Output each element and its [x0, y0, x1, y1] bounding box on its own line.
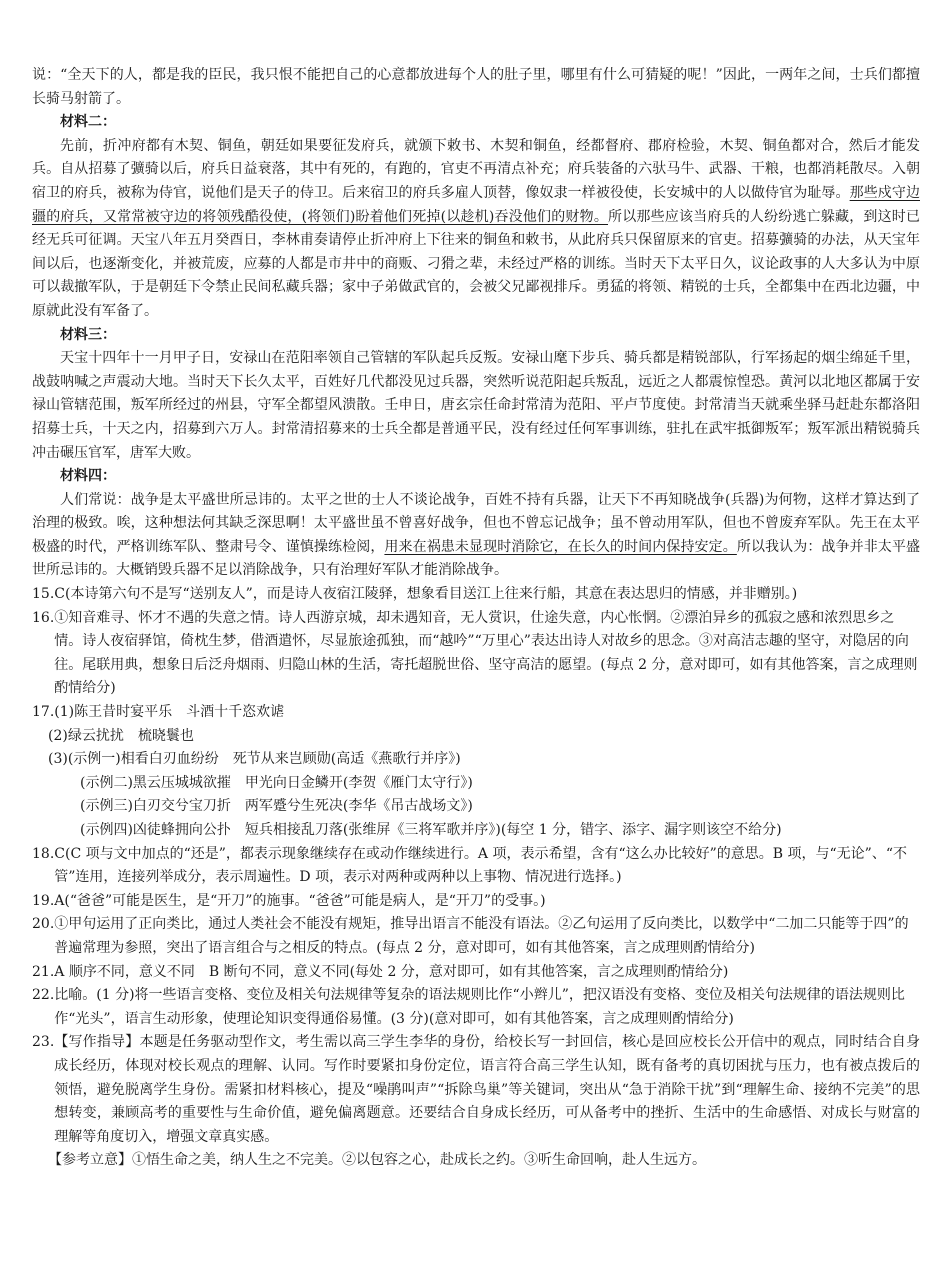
material2-paragraph [32, 135, 920, 324]
answer-number: 18. [32, 845, 55, 862]
material2-text-b: 所以那些应该当府兵的人纷纷逃亡躲藏，到这时已经无兵可征调。天宝八年五月癸酉日，李林甫奏请停止折冲府上下往来的铜鱼和敕书，从此府兵只保留原来的官吏。招募彍骑的办法，从天宝年间以后，也逐渐变化，并被荒废，应募的人都是市井中的商贩、刁猾之辈，未经过严格的训练。当时天下太平日久，议论政事的人大多认为中原可以裁撤军队，于是朝廷下令禁止民间私藏兵器；家中子弟做武官的，会被父兄鄙视排斥。勇猛的将领、精锐的士兵，全都集中在西北边疆，中原就此没有军备了。 [32, 208, 920, 319]
material4-text-a: 人们常说：战争是太平盛世所忌讳的。太平之世的士人不谈论战争，百姓不持有兵器，让天下不再知晓战争(兵器)为何物，这样才算达到了治理的极致。唉，这种想法何其缺乏深思啊！太平盛世虽不曾喜好战争，但也不曾忘记战争；虽不曾动用军队，但也不曾废弃军队。先王在太平极盛的时代，严格训练军队、整肃号令、谨慎操练检阅， [32, 491, 920, 555]
answer-number: 22. [32, 987, 55, 1004]
answer-line: (示例三)白刃交兮宝刀折 两军蹙兮生死决(李华《吊古战场文》) [80, 798, 473, 815]
writing-guide: 【写作指导】本题是任务驱动型作文，考生需以高三学生李华的身份，给校长写一封回信，核心是回应校长公开信中的观点，同时结合自身成长经历，体现对校长观点的理解、认同。写作时要紧扣身份定位，语言符合高三学生认知，既有备考的真切困扰与压力，也有被点拨后的领悟，避免脱离学生身份。需紧扣材料核心，提及“噪鹃叫声”“拆除鸟巢”等关键词，突出从“急于消除干扰”到“理解生命、接纳不完美”的思想转变，兼顾高考的重要性与生命价值，避免偏离题意。还要结合自身成长经历，可从备考中的挫折、生活中的生命感悟、对成长与财富的理解等角度切入，增强文章真实感。 [54, 1034, 920, 1145]
answer-22 [32, 984, 920, 1031]
answer-line: (3)(示例一)相看白刃血纷纷 死节从来岂顾勋(高适《燕歌行并序》) [48, 751, 461, 768]
answer-23 [32, 1031, 920, 1149]
material2-text-a: 先前，折冲府都有木契、铜鱼，朝廷如果要征发府兵，就颁下敕书、木契和铜鱼，经都督府、郡府检验，木契、铜鱼都对合，然后才能发兵。自从招募了彍骑以后，府兵日益衰落，其中有死的，有跑的，官吏不再清点补充；府兵装备的六驮马牛、武器、干粮，也都消耗散尽。入朝宿卫的府兵，被称为侍官，说他们是天子的侍卫。后来宿卫的府兵多雇人顶替，像奴隶一样被役使，长安城中的人以做侍官为耻辱。 [32, 137, 920, 201]
answer-text: C(本诗第六句不是写“送别友人”，而是诗人夜宿江陵驿，想象看目送江上往来行船，其意在表达思归的情感，并非赠别。) [54, 586, 798, 603]
answer-number: 15. [32, 586, 55, 603]
answer-line: (示例二)黑云压城城欲摧 甲光向日金鳞开(李贺《雁门太守行》) [80, 774, 473, 791]
answer-text: 比喻。(1 分)将一些语言变格、变位及相关句法规律等复杂的语法规则比作“小辫儿”，把汉语没有变格、变位及相关句法规律的语法规则比作“光头”，语言生动形象，使理论知识变得通俗易懂。(3 分)(意对即可，如有其他答案，言之成理则酌情给分) [54, 987, 905, 1027]
answer-19 [32, 890, 920, 914]
material3-heading: 材料三： [60, 326, 116, 343]
material4-text-b: 所以我认为：战争并非太平盛世所忌讳的。大概销毁兵器不足以消除战争，只有治理好军队才能消除战争。 [32, 538, 921, 579]
answer-text: ①甲句运用了正向类比，通过人类社会不能没有规矩，推导出语言不能没有语法。②乙句运用了反向类比，以数学中“二加二只能等于四”的普遍常理为参照，突出了语言组合与之相反的特点。(每点 2 分，意对即可，如有其他答案，言之成理则酌情给分) [54, 916, 909, 956]
material4-paragraph [32, 489, 920, 583]
answer-number: 16. [32, 609, 55, 626]
answer-number: 21. [32, 963, 55, 980]
answer-text: A(“爸爸”可能是医生，是“开刀”的施事。“爸爸”可能是病人，是“开刀”的受事。) [54, 892, 546, 909]
material3-paragraph: 天宝十四年十一月甲子日，安禄山在范阳率领自己管辖的军队起兵反叛。安禄山麾下步兵、骑兵都是精锐部队，行军扬起的烟尘绵延千里，战鼓呐喊之声震动大地。当时天下长久太平，百姓好几代都没见过兵器，突然听说范阳起兵叛乱，远近之人都震惊惶恐。黄河以北地区都属于安禄山管辖范围，叛军所经过的州县，守军全都望风溃散。壬申日，唐玄宗任命封常清为范阳、平卢节度使。封常清当天就乘坐驿马赶赴东都洛阳招募士兵，十天之内，招募到六万人。封常清招募来的士兵全都是普通平民，没有经过任何军事训练，驻扎在武牢抵御叛军；叛军派出精锐骑兵冲击碾压官军，唐军大败。 [32, 350, 920, 461]
answer-line: (1)陈王昔时宴平乐 斗酒十千恣欢谑 [54, 704, 285, 721]
answer-line: (示例四)凶徒蜂拥向公扑 短兵相接乱刀落(张维屏《三将军歌并序》)(每空 1 分，错字、添字、漏字则该空不给分) [80, 822, 782, 838]
answer-text: ①知音难寻、怀才不遇的失意之情。诗人西游京城，却未遇知音，无人赏识，仕途失意，内心怅惘。②漂泊异乡的孤寂之感和浓烈思乡之情。诗人夜宿驿馆，倚枕生梦，借酒遣怀，尽显旅途孤独，而“越吟”“万里心”表达出诗人对故乡的思念。③对高洁志趣的坚守，对隐居的向往。尾联用典，想象日后泛舟烟雨、归隐山林的生活，寄托超脱世俗、坚守高洁的愿望。(每点 2 分，意对即可，如有其他答案，言之成理则酌情给分) [54, 609, 918, 697]
reference-theme: 【参考立意】①悟生命之美，纳人生之不完美。②以包容之心，赴成长之约。③听生命回响，赴人生远方。 [48, 1152, 706, 1169]
answer-21 [32, 961, 920, 985]
answer-text: C(C 项与文中加点的“还是”，都表示现象继续存在或动作继续进行。A 项，表示希望，含有“这么办比较好”的意思。B 项，与“无论”、“不管”连用，连接列举成分，表示周遍性。D 项，表示对两种或两种以上事物、情况进行选择。) [54, 845, 907, 886]
answer-15 [32, 583, 920, 607]
material1-tail: 说：“全天下的人，都是我的臣民，我只恨不能把自己的心意都放进每个人的肚子里，哪里有什么可猜疑的呢！”因此，一两年之间，士兵们都擅长骑马射箭了。 [32, 67, 920, 107]
material2-heading: 材料二： [60, 114, 116, 131]
answer-line: (2)绿云扰扰 梳晓鬟也 [48, 727, 194, 744]
answer-20 [32, 913, 920, 960]
answer-17 [32, 701, 920, 843]
material4-heading: 材料四： [60, 468, 116, 485]
answer-18 [32, 843, 920, 890]
answer-number: 19. [32, 892, 55, 909]
answer-number: 20. [32, 916, 55, 933]
answer-16 [32, 607, 920, 701]
answer-number: 23. [32, 1034, 55, 1051]
material2-underlined: 那些戍守边疆的府兵，又常常被守边的将领残酷役使，(将领们)盼着他们死掉(以趁机)吞没他们的财物。 [32, 184, 920, 225]
answer-number: 17. [32, 704, 55, 721]
material4-underlined: 用来在祸患未显现时消除它，在长久的时间内保持安定。 [384, 538, 737, 555]
answer-text: A 顺序不同，意义不同 B 断句不同，意义不同(每处 2 分，意对即可，如有其他答案，言之成理则酌情给分) [54, 963, 729, 980]
